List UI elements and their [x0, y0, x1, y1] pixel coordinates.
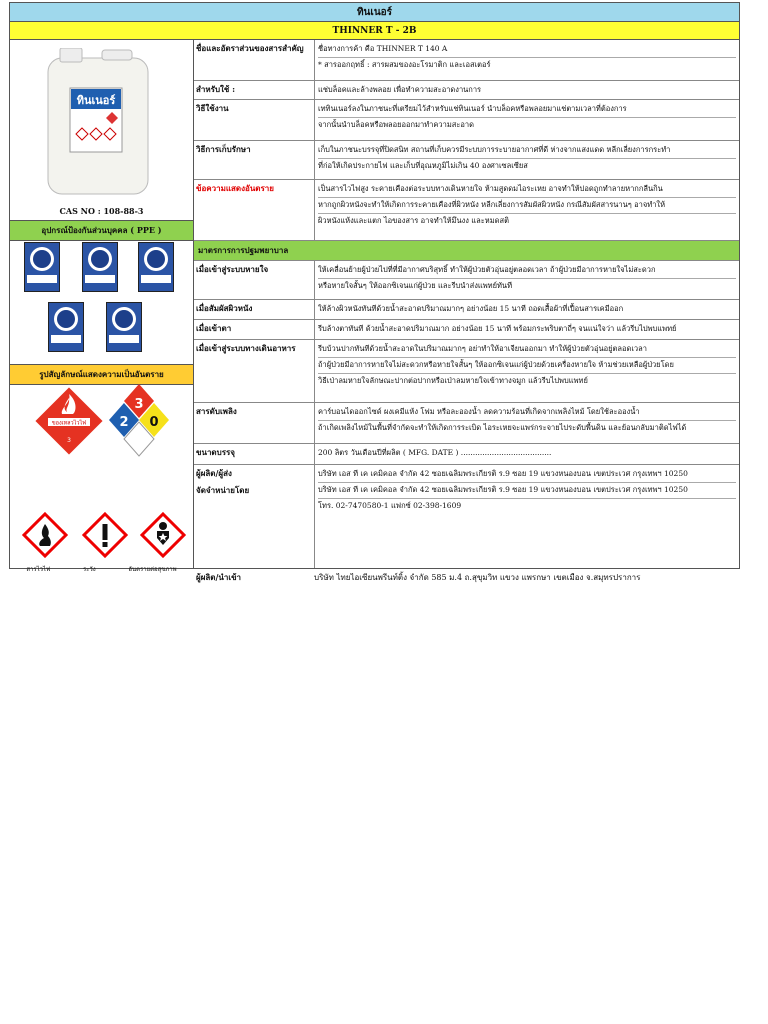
- storage-label: วิธีการเก็บรักษา: [194, 141, 315, 179]
- right-panel: [194, 40, 739, 568]
- package-row: [194, 444, 739, 465]
- manufacturer-label: [194, 465, 315, 568]
- extinguishing-row: [194, 403, 739, 444]
- composition-label: ชื่อและอัตราส่วนของสารสำคัญ: [194, 40, 315, 80]
- eye-contact-value: [315, 320, 739, 339]
- ghs-label: อันตรายต่อสุขภาพ: [128, 566, 177, 573]
- product-code-banner: [9, 22, 740, 40]
- hazard-statement-row: [194, 180, 739, 241]
- text-line: * สารออกฤทธิ์ : สารผสมของอะโรมาติก และเอสเตอร์: [318, 60, 491, 70]
- composition-row: [194, 40, 739, 81]
- ingestion-label: เมื่อเข้าสู่ระบบทางเดินอาหาร: [194, 340, 315, 402]
- safety-boots-sign-icon: [138, 242, 174, 292]
- text-line: โทร. 02-7470580-1 แฟกซ์ 02-398-1609: [318, 501, 462, 511]
- ghs-labels: [10, 564, 193, 574]
- hazard-statement-label: ข้อความแสดงอันตราย: [194, 180, 315, 240]
- nfpa-health-rating: 2: [119, 415, 129, 430]
- text-line: เป็นสารไวไฟสูง ระคายเคืองต่อระบบทางเดินหายใจ ห้ามสูดดมไอระเหย อาจทำให้ปอดถูกทำลายหากกลืนกิน: [318, 182, 736, 198]
- eye-contact-row: [194, 320, 739, 340]
- composition-value: [315, 40, 739, 80]
- ingestion-row: [194, 340, 739, 403]
- method-value: [315, 100, 739, 140]
- ingestion-value: [315, 340, 739, 402]
- ghs-health-hazard-icon: [140, 512, 186, 558]
- text-line: ถ้าผู้ป่วยมีอาการหายใจไม่สะดวกหรือหายใจสั้นๆ ให้ออกซิเจนแก่ผู้ป่วยด้วยเครื่องหายใจ ห้ามช่วยเหลือผู้ป่วยโดย: [318, 358, 736, 374]
- text-line: ผิวหนังแห้งและแตก ไอของสาร อาจทำให้มึนงง และหมดสติ: [318, 216, 509, 226]
- nfpa-diamond-icon: [106, 382, 172, 460]
- text-line: รีบล้างตาทันที ด้วยน้ำสะอาดปริมาณมาก อย่างน้อย 15 นาที พร้อมกระพริบตาถี่ๆ จนแน่ใจว่า แล้วรีบไปพบแพทย์: [318, 324, 677, 334]
- text-line: เก็บในภาชนะบรรจุที่ปิดสนิท สถานที่เก็บควรมีระบบการระบายอากาศที่ดี ห่างจากแสงแดด หลีกเลี่ยงการกระทำ: [318, 143, 736, 159]
- manufacturer-row: [194, 465, 739, 568]
- text-line: จากนั้นนำบล็อคหรือพลอยออกมาทำความสะอาด: [318, 120, 474, 130]
- usage-row: [194, 81, 739, 100]
- skin-contact-value: [315, 300, 739, 319]
- flammable-liquid-diamond-icon: [32, 384, 106, 458]
- ghs-flame-icon: [22, 512, 68, 558]
- storage-row: [194, 141, 739, 180]
- text-line: หรือหายใจสั้นๆ ให้ออกซิเจนแก่ผู้ป่วย และรีบนำส่งแพทย์ทันที: [318, 281, 513, 291]
- ghs-label: สารไวไฟ: [26, 566, 51, 573]
- left-panel: [10, 40, 194, 573]
- text-line: ชื่อทางการค้า คือ THINNER T 140 A: [318, 42, 736, 58]
- manufacturer-value: [315, 465, 739, 568]
- importer-text: บริษัท ไทยไอเซียนพรีนท์ติ้ง จำกัด 585 ม.4 ถ.สุขุมวิท แขวง แพรกษา เขตเมือง จ.สมุทรปราการ: [314, 573, 641, 582]
- hazard-statement-value: [315, 180, 739, 240]
- text-line: บริษัท เอส ที เค เคมิคอล จำกัด 42 ซอยเฉลิมพระเกียรติ ร.9 ซอย 19 แขวงหนองบอน เขตประเวศ กรุงเทพฯ 10250: [318, 467, 736, 483]
- usage-value: [315, 81, 739, 99]
- manufacturer-label-line: ผู้ผลิต/ผู้ส่ง: [196, 468, 232, 478]
- ghs-label: ระวัง: [82, 566, 96, 573]
- flammable-label-text: ของเหลวไวไฟ: [51, 420, 87, 427]
- sheet-body: [9, 40, 740, 573]
- text-line: คาร์บอนไดออกไซด์ ผงเคมีแห้ง โฟม หรือละอองน้ำ ลดความร้อนที่เกิดจากเพลิงไหม้ โดยใช้ละอองน้ำ: [318, 405, 736, 421]
- text-line: วิธีเป่าลมหายใจลักษณะปากต่อปากหรือเป่าลมหายใจเข้าทางจมูก แล้วรีบไปพบแพทย์: [318, 376, 588, 386]
- protective-clothing-sign-icon: [106, 302, 142, 352]
- text-line: บริษัท เอส ที เค เคมิคอล จำกัด 42 ซอยเฉลิมพระเกียรติ ร.9 ซอย 19 แขวงหนองบอน เขตประเวศ กรุงเทพฯ 10250: [318, 483, 736, 499]
- text-line: ที่ก่อให้เกิดประกายไฟ และเก็บที่อุณหภูมิไม่เกิน 40 องศาเซลเซียส: [318, 161, 528, 171]
- document-title: [9, 2, 740, 22]
- inhalation-row: [194, 261, 739, 300]
- msds-sheet: [9, 2, 740, 573]
- text-line: ถ้าเกิดเพลิงไหม้ในพื้นที่จำกัดจะทำให้เกิดการระเบิด ไอระเหยจะแพร่กระจายไประดับพื้นดิน และย้อนกลับมาติดไฟได้: [318, 423, 687, 433]
- respirator-sign-icon: [82, 242, 118, 292]
- inhalation-label: เมื่อเข้าสู่ระบบหายใจ: [194, 261, 315, 299]
- text-line: รีบบ้วนปากทันทีด้วยน้ำสะอาดในปริมาณมากๆ อย่าทำให้อาเจียนออกมา ทำให้ผู้ป่วยตัวอุ่นอยู่ตลอดเวลา: [318, 342, 736, 358]
- svg-text:3: 3: [67, 437, 71, 444]
- method-label: วิธีใช้งาน: [194, 100, 315, 140]
- text-line: แช่บล็อคและล้างพลอย เพื่อทำความสะอาดงานการ: [318, 85, 482, 95]
- eye-contact-label: เมื่อเข้าตา: [194, 320, 315, 339]
- nfpa-fire-rating: 3: [134, 397, 144, 412]
- skin-contact-row: [194, 300, 739, 320]
- usage-label: สำหรับใช้ :: [194, 81, 315, 99]
- text-line: ให้ล้างผิวหนังทันทีด้วยน้ำสะอาดปริมาณมากๆ อย่างน้อย 15 นาที ถอดเสื้อผ้าที่เปื้อนสารเคมีออก: [318, 304, 624, 314]
- method-row: [194, 100, 739, 141]
- ppe-header: อุปกรณ์ป้องกันส่วนบุคคล ( PPE ): [10, 220, 193, 241]
- package-label: ขนาดบรรจุ: [194, 444, 315, 464]
- subtitle-text: THINNER T - 2B: [332, 25, 417, 36]
- hazard-symbols-header: รูปสัญลักษณ์แสดงความเป็นอันตราย: [10, 364, 193, 385]
- gloves-sign-icon: [48, 302, 84, 352]
- extinguishing-value: [315, 403, 739, 443]
- first-aid-header: มาตรการการปฐมพยาบาล: [194, 241, 739, 261]
- inhalation-value: [315, 261, 739, 299]
- ghs-exclamation-icon: [82, 512, 128, 558]
- text-line: หากถูกผิวหนังจะทำให้เกิดการระคายเคืองที่ผิวหนัง หลีกเลี่ยงการสัมผัสผิวหนัง กรณีสัมผัสสารนานๆ อาจทำให้: [318, 198, 736, 214]
- importer-line: [196, 571, 640, 584]
- text-line: 200 ลิตร วันเดือนปีที่ผลิต ( MFG. DATE ) ......................................: [318, 448, 552, 458]
- drum-label-text: ทินเนอร์: [76, 94, 116, 107]
- thinner-drum-image: [40, 48, 158, 198]
- title-text: ทินเนอร์: [356, 6, 393, 18]
- text-line: ให้เคลื่อนย้ายผู้ป่วยไปที่ที่มีอากาศบริสุทธิ์ ทำให้ผู้ป่วยตัวอุ่นอยู่ตลอดเวลา ถ้าผู้ป่วยมีอาการหายใจไม่สะดวก: [318, 263, 736, 279]
- skin-contact-label: เมื่อสัมผัสผิวหนัง: [194, 300, 315, 319]
- storage-value: [315, 141, 739, 179]
- extinguishing-label: สารดับเพลิง: [194, 403, 315, 443]
- cas-number: CAS NO : 108-88-3: [59, 206, 144, 216]
- text-line: เททินเนอร์ลงในภาชนะที่เตรียมไว้สำหรับแช่ทินเนอร์ นำบล็อคหรือพลอยมาแช่ตามเวลาที่ต้องการ: [318, 102, 736, 118]
- nfpa-reactivity-rating: 0: [149, 415, 159, 430]
- package-value: [315, 444, 739, 464]
- importer-label: ผู้ผลิต/นำเข้า: [196, 572, 242, 582]
- goggles-sign-icon: [24, 242, 60, 292]
- distributor-label-line: จัดจำหน่ายโดย: [196, 485, 250, 495]
